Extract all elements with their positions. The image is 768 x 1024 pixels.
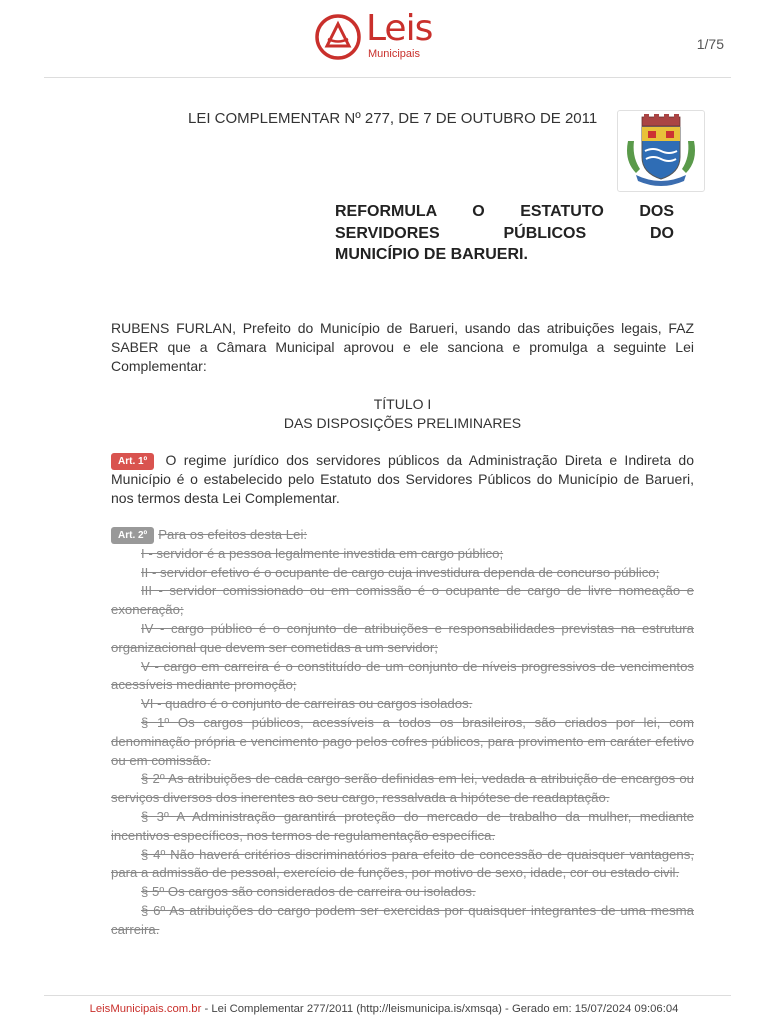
page-footer (0, 1003, 768, 1015)
article-item: III - servidor comissionado ou em comissão é o ocupante de cargo de livre nomeação e exoneração; (111, 583, 694, 618)
footer-divider (44, 995, 731, 996)
logo-wordmark: Leis (366, 8, 433, 49)
leis-municipais-logo[interactable] (314, 8, 444, 63)
page-header (0, 0, 768, 78)
law-title: LEI COMPLEMENTAR Nº 277, DE 7 DE OUTUBRO DE 2011 (188, 110, 598, 127)
header-divider (44, 77, 731, 78)
municipal-coat-of-arms (617, 110, 705, 192)
logo-subtitle: Municipais (368, 48, 420, 60)
article-item: VI - quadro é o conjunto de carreiras ou cargos isolados. (141, 696, 473, 712)
article-2-revoked (111, 526, 694, 940)
law-summary-line: MUNICÍPIO DE BARUERI. (335, 246, 528, 263)
preamble-text: RUBENS FURLAN, Prefeito do Município de Barueri, usando das atribuições legais, FAZ SABER que a Câmara Municipal aprovou e ele sanciona e promulga a seguinte Lei Complementar: (111, 320, 694, 374)
title-heading: TÍTULO I (373, 396, 432, 412)
article-item: V - cargo em carreira é o constituído de um conjunto de níveis progressivos de vencimentos acessíveis mediante promoção; (111, 658, 694, 693)
article-paragraph: § 6º As atribuições do cargo podem ser exercidas por quaisquer integrantes de uma mesma carreira. (111, 902, 694, 937)
footer-generated-date: Gerado em: 15/07/2024 09:06:04 (511, 1003, 679, 1015)
article-paragraph: § 3º A Administração garantirá proteção do mercado de trabalho da mulher, mediante incentivos específicos, nos termos de regulamentação específica. (111, 808, 694, 843)
article-item: I - servidor é a pessoa legalmente investida em cargo público; (141, 545, 504, 561)
article-lead: Para os efeitos desta Lei: (158, 527, 308, 542)
article-paragraph: § 1º Os cargos públicos, acessíveis a todos os brasileiros, são criados por lei, com denominação própria e vencimento pago pelos cofres públicos, para provimento em caráter efetivo ou em comissão. (111, 714, 694, 768)
law-summary (335, 201, 674, 266)
scales-of-justice-icon (314, 13, 362, 61)
article-item: IV - cargo público é o conjunto de atribuições e responsabilidades previstas na estrutura organizacional que devem ser cometidas a um servidor; (111, 620, 694, 655)
article-paragraph: § 4º Não haverá critérios discriminatórios para efeito de concessão de quaisquer vantagens, para a admissão de pessoal, exercício de funções, por motivo de sexo, idade, cor ou estado civil. (111, 846, 694, 881)
article-paragraph: § 2º As atribuições de cada cargo serão definidas em lei, vedada a atribuição de encargos ou serviços diversos dos inerentes ao seu cargo, ressalvada a hipótese de readaptação. (111, 771, 694, 806)
footer-site-link[interactable]: LeisMunicipais.com.br (89, 1003, 202, 1015)
coat-of-arms-icon (618, 111, 704, 191)
title-subheading: DAS DISPOSIÇÕES PRELIMINARES (283, 415, 522, 431)
article-1 (111, 451, 694, 508)
article-paragraph: § 5º Os cargos são considerados de carreira ou isolados. (141, 884, 476, 900)
article-badge[interactable]: Art. 1º (111, 453, 154, 470)
article-text: O regime jurídico dos servidores públicos da Administração Direta e Indireta do Município é o estabelecido pelo Estatuto dos Servidores Públicos do Município de Barueri, nos termos desta Lei Complementar. (111, 452, 694, 506)
article-badge-revoked[interactable]: Art. 2º (111, 527, 154, 544)
article-item: II - servidor efetivo é o ocupante de cargo cuja investidura dependa de concurso público; (141, 564, 660, 580)
law-summary-line: SERVIDORES PÚBLICOS DO (335, 224, 674, 242)
footer-law-reference: - Lei Complementar 277/2011 (http://leismunicipa.is/xmsqa) - (201, 1003, 512, 1015)
law-summary-line: REFORMULA O ESTATUTO DOS (335, 203, 674, 220)
page-number: 1/75 (696, 36, 724, 52)
